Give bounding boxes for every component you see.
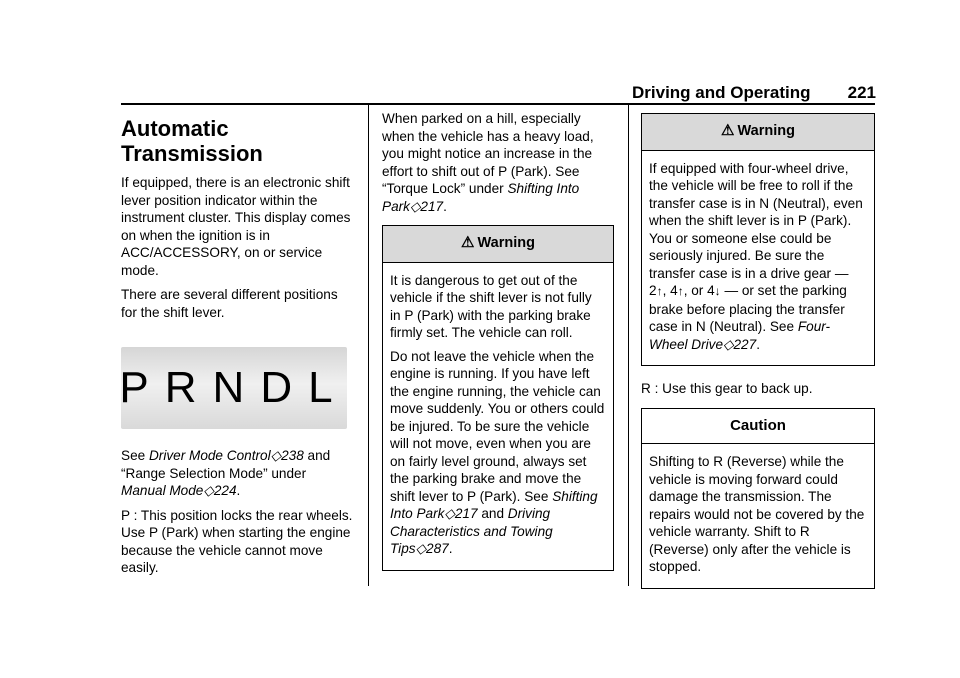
reverse-paragraph: R : Use this gear to back up. [641, 381, 813, 396]
up-arrow-icon: ↑ [656, 284, 663, 298]
warning-header: ⚠ Warning [383, 226, 613, 263]
caution-box [641, 408, 875, 589]
link-driving-characteristics[interactable]: Driving Characteristics and Towing Tips◇287 [390, 506, 553, 556]
link-shifting-into-park[interactable]: Shifting Into Park◇217 [382, 181, 580, 214]
intro-paragraph: If equipped, there is an electronic shift lever position indicator within the instrument cluster. This display comes on when the ignition is in ACC/ACCESSORY, on or service mode. [121, 175, 351, 278]
link-shifting-into-park-2[interactable]: Shifting Into Park◇217 [390, 488, 598, 521]
header-rule [121, 103, 875, 105]
positions-paragraph: There are several different positions for the shift lever. [121, 287, 338, 320]
column-3 [641, 113, 875, 589]
warning-icon: ⚠ [721, 122, 735, 139]
link-manual-mode[interactable]: Manual Mode◇224 [121, 483, 237, 498]
warning-header: ⚠ Warning [642, 114, 874, 151]
column-divider-1 [368, 103, 369, 586]
link-four-wheel-drive[interactable]: Four-Wheel Drive◇227 [649, 319, 831, 352]
park-paragraph: P : This position locks the rear wheels. Use P (Park) when starting the engine because the vehicle cannot move easily. [121, 507, 353, 575]
column-1 [121, 110, 353, 584]
xref-icon: ◇ [444, 506, 455, 521]
warning-body: If equipped with four-wheel drive, the vehicle will be free to roll if the transfer case is in N (Neutral), even when the shift lever is in P (Park). You or someone else could be seriously injured. Be sure the transfer case is in a drive gear — 2↑, 4↑, or 4↓ — or set the parking brake before placing the transfer case in N (Neutral). See Four-Wheel Drive◇227. [649, 160, 863, 352]
warning-body: It is dangerous to get out of the vehicle if the shift lever is not fully in P (Park) with the parking brake firmly set. The vehicle can roll. Do not leave the vehicle when the engine is running. If you have left the engine running, the vehicle can move suddenly. You or others could be injured. To be sure the vehicle will not move, even when you are on fairly level ground, always set the parking brake and move the shift lever to P (Park). See Shifting Into Park◇217 and Driving Characteristics and Towing Tips◇287. [390, 272, 605, 556]
warning-box-1 [382, 225, 614, 571]
section-title: Driving and Operating [632, 83, 811, 102]
prndl-indicator-image: PRNDL [121, 347, 347, 429]
down-arrow-icon: ↓ [714, 284, 721, 298]
caution-header: Caution [642, 409, 874, 445]
page-title: Automatic Transmission [121, 116, 263, 166]
caution-body: Shifting to R (Reverse) while the vehicle is moving forward could damage the transmission. The repairs would not be covered by the vehicle warranty. Shift to R (Reverse) only after the vehicle is stopped. [649, 454, 865, 574]
xref-icon: ◇ [415, 541, 427, 556]
warning-icon: ⚠ [461, 234, 475, 251]
column-divider-2 [628, 103, 629, 586]
page-number: 221 [847, 83, 876, 102]
warning-box-2 [641, 113, 875, 366]
xref-icon: ◇ [723, 336, 734, 352]
column-2 [382, 110, 614, 571]
see-also-paragraph: See Driver Mode Control◇238 and “Range Selection Mode” under Manual Mode◇224. [121, 448, 331, 498]
xref-icon: ◇ [270, 448, 282, 463]
hill-paragraph: When parked on a hill, especially when the vehicle has a heavy load, you might notice an increase in the effort to shift out of P (Park). See “Torque Lock” under Shifting Into Park◇217. [382, 111, 594, 214]
up-arrow-icon: ↑ [677, 284, 684, 298]
xref-icon: ◇ [409, 198, 421, 214]
xref-icon: ◇ [203, 483, 214, 498]
link-driver-mode-control[interactable]: Driver Mode Control◇238 [148, 448, 304, 463]
